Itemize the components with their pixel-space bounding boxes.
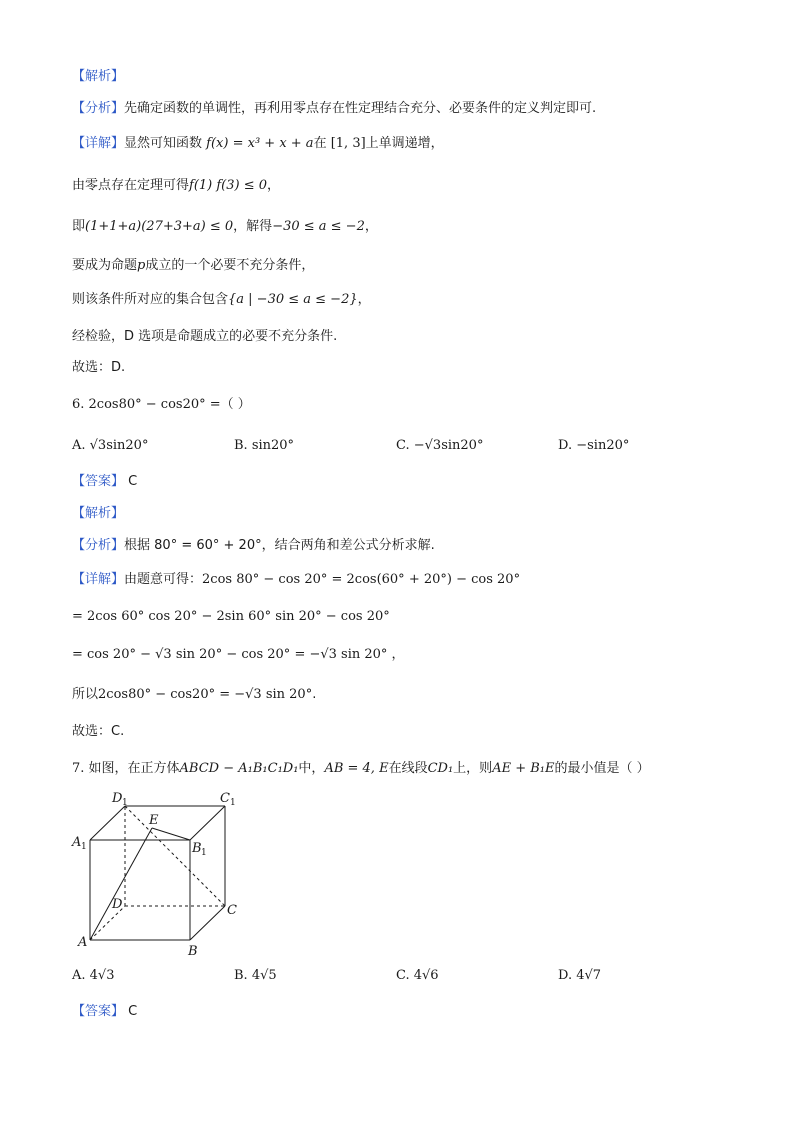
q5-line5: 则该条件所对应的集合包含{a | −30 ≤ a ≤ −2}， xyxy=(72,292,371,307)
q5-line6: 经检验，D 选项是命题成立的必要不充分条件. xyxy=(72,329,338,344)
q7-option-d: D. 4√7 xyxy=(558,968,602,983)
q6-option-c: C. −√3sin20° xyxy=(396,438,484,453)
label-d1: D xyxy=(112,791,123,806)
q7-stem: 7. 如图，在正方体ABCD − A₁B₁C₁D₁中，AB = 4, E在线段CD₁上，则AE + B₁E的最小值是（ ） xyxy=(72,761,650,776)
label-c1: C xyxy=(220,791,230,806)
svg-text:1: 1 xyxy=(230,798,236,808)
edge-bc xyxy=(190,906,225,940)
q6-step2: = cos 20° − √3 sin 20° − cos 20° = −√3 sin 20° ， xyxy=(72,647,405,662)
q5-xiangjie: 【详解】显然可知函数 f(x) = x³ + x + a在 [1, 3]上单调递增， xyxy=(72,136,444,151)
svg-text:1: 1 xyxy=(122,798,128,808)
cube-figure xyxy=(70,790,250,960)
svg-text:1: 1 xyxy=(201,848,207,858)
q7-option-b: B. 4√5 xyxy=(234,968,277,983)
segment-eb1 xyxy=(152,828,190,840)
label-d: D xyxy=(112,897,123,912)
q6-option-a: A. √3sin20° xyxy=(72,438,149,453)
label-b: B xyxy=(188,944,198,959)
q6-stem: 6. 2cos80° − cos20° =（ ） xyxy=(72,397,251,412)
edge-b1c1 xyxy=(190,806,225,840)
q6-answer: 【答案】 C xyxy=(72,474,138,489)
label-a1: A xyxy=(72,835,82,850)
q6-xuan: 故选：C. xyxy=(72,724,125,739)
jiexi-tag: 【解析】 xyxy=(72,69,125,84)
label-a: A xyxy=(78,935,88,950)
q5-fenxi: 【分析】先确定函数的单调性，再利用零点存在性定理结合充分、必要条件的定义判定即可. xyxy=(72,101,597,116)
segment-ae xyxy=(90,828,152,940)
label-e: E xyxy=(149,813,159,828)
q5-line7: 故选：D. xyxy=(72,360,126,375)
svg-text:1: 1 xyxy=(81,842,87,852)
q7-answer: 【答案】 C xyxy=(72,1004,138,1019)
q5-line3: 即(1+1+a)(27+3+a) ≤ 0，解得−30 ≤ a ≤ −2， xyxy=(72,219,378,234)
q7-option-c: C. 4√6 xyxy=(396,968,439,983)
q7-option-a: A. 4√3 xyxy=(72,968,115,983)
label-c: C xyxy=(227,903,237,918)
label-b1: B xyxy=(192,841,202,856)
q6-option-b: B. sin20° xyxy=(234,438,295,453)
q6-fenxi: 【分析】根据 80° = 60° + 20°，结合两角和差公式分析求解. xyxy=(72,538,435,553)
q6-step1: = 2cos 60° cos 20° − 2sin 60° sin 20° − cos 20° xyxy=(72,609,390,624)
q6-xiangjie: 【详解】由题意可得：2cos 80° − cos 20° = 2cos(60° + 20°) − cos 20° xyxy=(72,572,521,587)
q6-jiexi-tag: 【解析】 xyxy=(72,506,125,521)
edge-a1d1 xyxy=(90,806,125,840)
q5-line2: 由零点存在定理可得f(1) f(3) ≤ 0， xyxy=(72,178,281,193)
q5-line4: 要成为命题p成立的一个必要不充分条件， xyxy=(72,258,315,273)
q6-option-d: D. −sin20° xyxy=(558,438,630,453)
q6-step3: 所以2cos80° − cos20° = −√3 sin 20°. xyxy=(72,687,317,702)
